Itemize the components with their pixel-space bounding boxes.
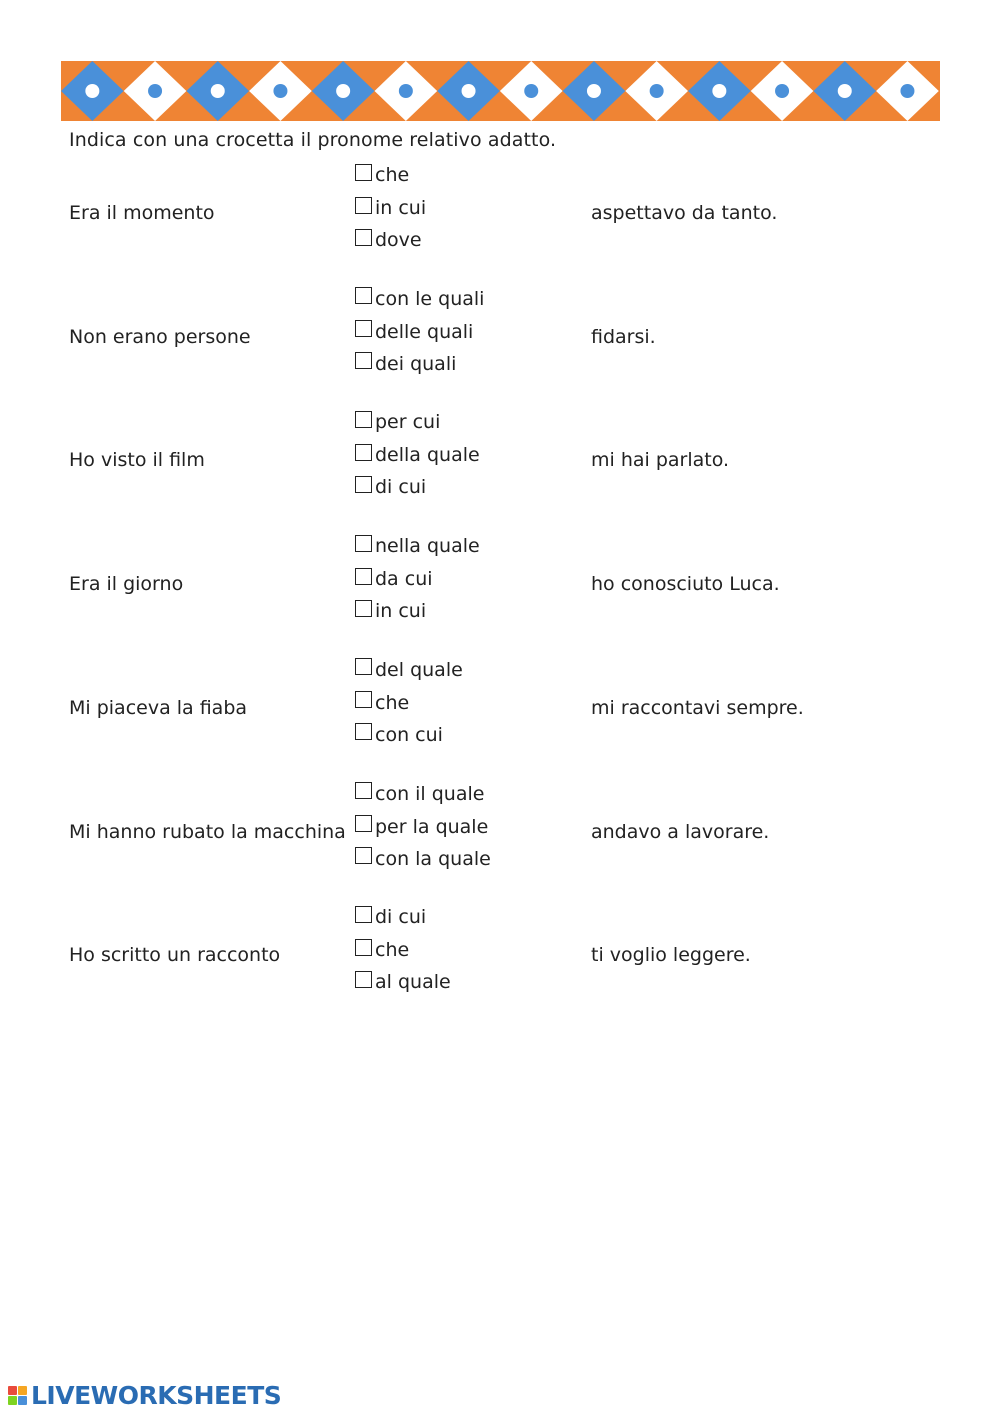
checkbox-icon[interactable] xyxy=(355,906,372,923)
option-checkbox[interactable] xyxy=(355,287,484,311)
option-label: che xyxy=(375,939,410,962)
exercise-row xyxy=(0,410,1000,510)
banner-dot xyxy=(148,84,162,98)
banner-dot xyxy=(650,84,664,98)
option-checkbox[interactable] xyxy=(355,163,409,187)
checkbox-icon[interactable] xyxy=(355,197,372,214)
banner-dot xyxy=(462,84,476,98)
checkbox-icon[interactable] xyxy=(355,600,372,617)
sentence-prefix: Mi piaceva la fiaba xyxy=(69,696,248,719)
banner-dot xyxy=(399,84,413,98)
sentence-prefix: Era il giorno xyxy=(69,573,184,596)
sentence-prefix: Ho scritto un racconto xyxy=(69,944,281,967)
checkbox-icon[interactable] xyxy=(355,535,372,552)
option-label: al quale xyxy=(375,971,451,994)
option-label: che xyxy=(375,691,410,714)
sentence-suffix: mi raccontavi sempre. xyxy=(591,696,804,719)
option-checkbox[interactable] xyxy=(355,475,426,499)
liveworksheets-logo xyxy=(8,1381,281,1409)
sentence-suffix: mi hai parlato. xyxy=(591,449,730,472)
option-checkbox[interactable] xyxy=(355,723,443,747)
banner-dot xyxy=(85,84,99,98)
checkbox-icon[interactable] xyxy=(355,444,372,461)
option-checkbox[interactable] xyxy=(355,599,426,623)
checkbox-icon[interactable] xyxy=(355,723,372,740)
logo-text: LIVEWORKSHEETS xyxy=(31,1380,282,1410)
checkbox-icon[interactable] xyxy=(355,815,372,832)
option-checkbox[interactable] xyxy=(355,534,480,558)
option-label: in cui xyxy=(375,600,427,623)
option-label: di cui xyxy=(375,906,427,929)
option-checkbox[interactable] xyxy=(355,196,426,220)
option-label: con cui xyxy=(375,723,443,746)
option-label: con il quale xyxy=(375,782,485,805)
option-checkbox[interactable] xyxy=(355,443,480,467)
banner-dot xyxy=(587,84,601,98)
option-checkbox[interactable] xyxy=(355,567,433,591)
option-checkbox[interactable] xyxy=(355,970,451,994)
option-label: con la quale xyxy=(375,847,491,870)
option-label: dove xyxy=(375,229,422,251)
checkbox-icon[interactable] xyxy=(355,568,372,585)
option-label: del quale xyxy=(375,658,463,681)
option-label: dei quali xyxy=(375,352,457,375)
banner-dot xyxy=(712,84,726,98)
checkbox-icon[interactable] xyxy=(355,971,372,988)
option-label: con le quali xyxy=(375,287,485,310)
option-checkbox[interactable] xyxy=(355,905,426,929)
exercise-row xyxy=(0,534,1000,634)
checkbox-icon[interactable] xyxy=(355,164,372,181)
checkbox-icon[interactable] xyxy=(355,411,372,428)
checkbox-icon[interactable] xyxy=(355,658,372,675)
option-label: della quale xyxy=(375,444,480,467)
logo-grid-icon xyxy=(8,1386,27,1405)
option-label: nella quale xyxy=(375,535,480,558)
banner-dot xyxy=(900,84,914,98)
banner-dot xyxy=(838,84,852,98)
banner-dot xyxy=(211,84,225,98)
option-checkbox[interactable] xyxy=(355,658,463,682)
checkbox-icon[interactable] xyxy=(355,847,372,864)
sentence-prefix: Era il momento xyxy=(69,202,215,224)
exercise-row xyxy=(0,905,1000,1005)
checkbox-icon[interactable] xyxy=(355,691,372,708)
checkbox-icon[interactable] xyxy=(355,782,372,799)
sentence-suffix: ti voglio leggere. xyxy=(591,944,751,967)
option-checkbox[interactable] xyxy=(355,815,488,839)
exercise-row xyxy=(0,163,1000,263)
checkbox-icon[interactable] xyxy=(355,939,372,956)
option-checkbox[interactable] xyxy=(355,352,456,376)
checkbox-icon[interactable] xyxy=(355,287,372,304)
option-checkbox[interactable] xyxy=(355,691,409,715)
sentence-suffix: aspettavo da tanto. xyxy=(591,202,778,224)
option-label: per la quale xyxy=(375,815,489,838)
option-checkbox[interactable] xyxy=(355,782,484,806)
sentence-prefix: Ho visto il film xyxy=(69,449,205,472)
checkbox-icon[interactable] xyxy=(355,476,372,493)
option-label: delle quali xyxy=(375,320,474,343)
banner-dot xyxy=(524,84,538,98)
checkbox-icon[interactable] xyxy=(355,320,372,337)
banner-dot xyxy=(273,84,287,98)
sentence-suffix: andavo a lavorare. xyxy=(591,820,770,843)
option-checkbox[interactable] xyxy=(355,320,473,344)
option-label: che xyxy=(375,164,410,186)
option-checkbox[interactable] xyxy=(355,847,491,871)
option-label: per cui xyxy=(375,411,441,434)
exercise-row xyxy=(0,287,1000,387)
banner-dot xyxy=(775,84,789,98)
sentence-suffix: fidarsi. xyxy=(591,325,656,348)
sentence-prefix: Mi hanno rubato la macchina xyxy=(69,820,346,843)
option-checkbox[interactable] xyxy=(355,410,440,434)
decorative-banner xyxy=(61,61,940,121)
option-label: di cui xyxy=(375,476,427,499)
option-checkbox[interactable] xyxy=(355,228,422,252)
option-label: in cui xyxy=(375,197,427,219)
option-checkbox[interactable] xyxy=(355,938,409,962)
exercise-row xyxy=(0,658,1000,758)
banner-dot xyxy=(336,84,350,98)
sentence-prefix: Non erano persone xyxy=(69,325,251,348)
instructions-text: Indica con una crocetta il pronome relativo adatto. xyxy=(69,129,557,151)
checkbox-icon[interactable] xyxy=(355,352,372,369)
option-label: da cui xyxy=(375,568,433,591)
exercise-row xyxy=(0,782,1000,882)
sentence-suffix: ho conosciuto Luca. xyxy=(591,573,780,596)
checkbox-icon[interactable] xyxy=(355,229,372,246)
